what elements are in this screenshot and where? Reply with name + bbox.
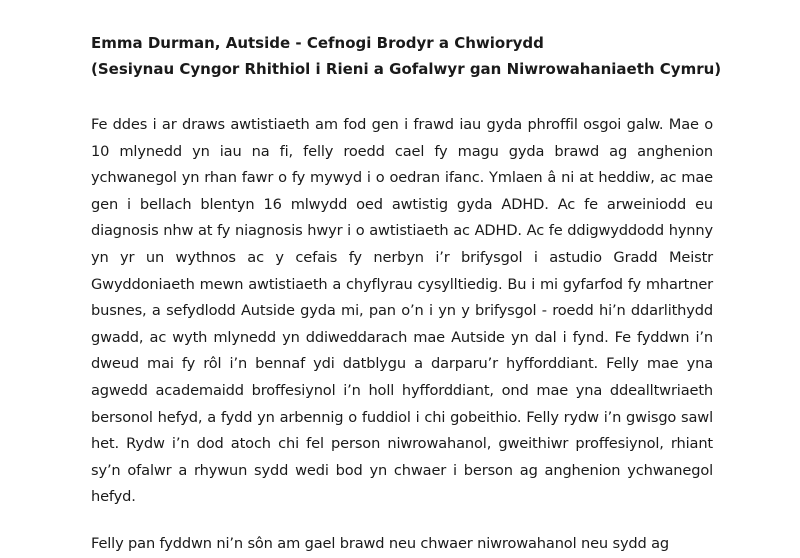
heading-subtitle: (Sesiynau Cyngor Rhithiol i Rieni a Gofalwyr gan Niwrowahaniaeth Cymru) bbox=[91, 60, 722, 78]
paragraph-2: Felly pan fyddwn ni’n sôn am gael brawd neu chwaer niwrowahanol neu sydd ag bbox=[91, 534, 670, 552]
document-heading bbox=[91, 30, 722, 82]
paragraph-1: Fe ddes i ar draws awtistiaeth am fod gen i frawd iau gyda phroffil osgoi galw. Mae o 10 mlynedd yn iau na fi, felly roedd cael fy magu gyda brawd ag anghenion ychwanegol yn rhan fawr o fy mywyd i o oedran ifanc. Ymlaen â ni at heddiw, ac mae gen i bellach blentyn 16 mlwydd oed awtistig gyda ADHD. Ac fe arweiniodd eu diagnosis nhw at fy niagnosis hwyr i o awtistiaeth ac ADHD. Ac fe ddigwyddodd hynny yn yr un wythnos ac y cefais fy nerbyn i’r brifysgol i astudio Gradd Meistr Gwyddoniaeth mewn awtistiaeth a chyflyrau cysylltiedig. Bu i mi gyfarfod fy mhartner busnes, a sefydlodd Autside gyda mi, pan o’n i yn y brifysgol - roedd hi’n ddarlithydd gwadd, ac wyth mlynedd yn ddiweddarach mae Autside yn dal i fynd. Fe fyddwn i’n dweud mai fy rôl i’n bennaf ydi datblygu a darparu’r hyfforddiant. Felly mae yna agwedd academaidd broffesiynol i’n holl hyfforddiant, ond mae yna ddealltwriaeth bersonol hefyd, a fydd yn arbennig o fuddiol i chi gobeithio. Felly rydw i’n gwisgo sawl het. Rydw i’n dod atoch chi fel person niwrowahanol, gweithiwr proffesiynol, rhiant sy’n ofalwr a rhywun sydd wedi bod yn chwaer i berson ag anghenion ychwanegol hefyd. bbox=[91, 116, 713, 506]
document-page bbox=[91, 30, 722, 558]
heading-title: Emma Durman, Autside - Cefnogi Brodyr a Chwiorydd bbox=[91, 34, 544, 52]
